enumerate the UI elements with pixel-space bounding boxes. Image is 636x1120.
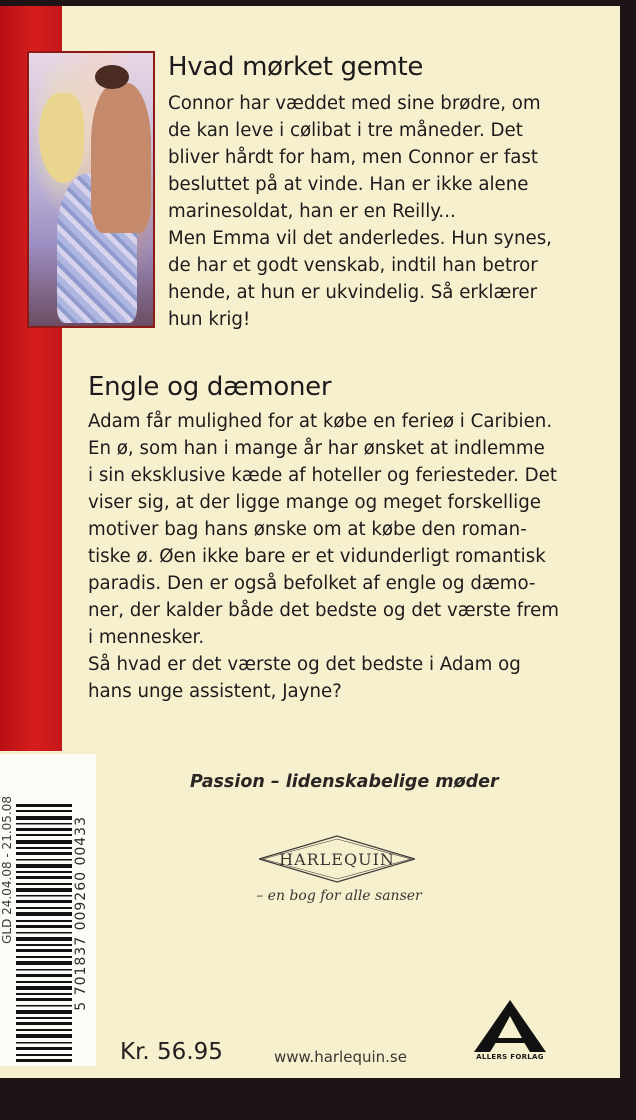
- book-back-cover: [0, 6, 620, 1078]
- barcode-side-text: GLD 24.04.08 - 21.05.08: [0, 796, 14, 944]
- photo-man-hair: [95, 65, 129, 89]
- barcode-number: [73, 816, 93, 1056]
- barcode-side-label: [0, 796, 16, 996]
- series-tagline: Passion – lidenskabelige møder: [190, 772, 499, 792]
- story2-title: Engle og dæmoner: [88, 372, 332, 402]
- story2-text: Adam får mulighed for at købe en ferieø i Caribien. En ø, som han i mange år har ønsket at indlemme i sin eksklusive kæde af hoteller og feriesteder. Det viser sig, at der ligge mange og meget forskellige motiver bag hans ønske om at købe den roman- tiske ø. Øen ikke bare er et vidunderligt romantisk paradis. Den er også befolket af engle og dæmo- ner, der kalder både det bedste og det værste frem i mennesker. Så hvad er det værste og det bedste i Adam og hans unge assistent, Jayne?: [88, 411, 560, 702]
- harlequin-logo: [259, 834, 415, 884]
- photo-man: [91, 83, 151, 233]
- story1-text: Connor har væddet med sine brødre, om de kan leve i cølibat i tre måneder. Det bliver hårdt for ham, men Connor er fast besluttet på at vinde. Han er ikke alene marinesoldat, han er en Reilly... Men Emma vil det anderledes. Hun synes, de har et godt venskab, indtil han betror hende, at hun er ukvindelig. Så erklærer hun krig!: [168, 93, 552, 330]
- barcode-number-text: 5 701837 009260 00433: [73, 816, 89, 1011]
- website-link[interactable]: www.harlequin.se: [274, 1048, 407, 1066]
- brand-slogan: – en bog for alle sanser: [256, 888, 422, 904]
- cover-photo: [27, 51, 155, 328]
- photo-woman-hair: [39, 93, 84, 183]
- barcode-icon: [16, 804, 72, 1062]
- price-label: Kr. 56.95: [120, 1039, 223, 1065]
- story1-title: Hvad mørket gemte: [168, 52, 424, 82]
- logo-text: HARLEQUIN: [279, 850, 395, 869]
- publisher-name: ALLERS FORLAG: [476, 1053, 544, 1061]
